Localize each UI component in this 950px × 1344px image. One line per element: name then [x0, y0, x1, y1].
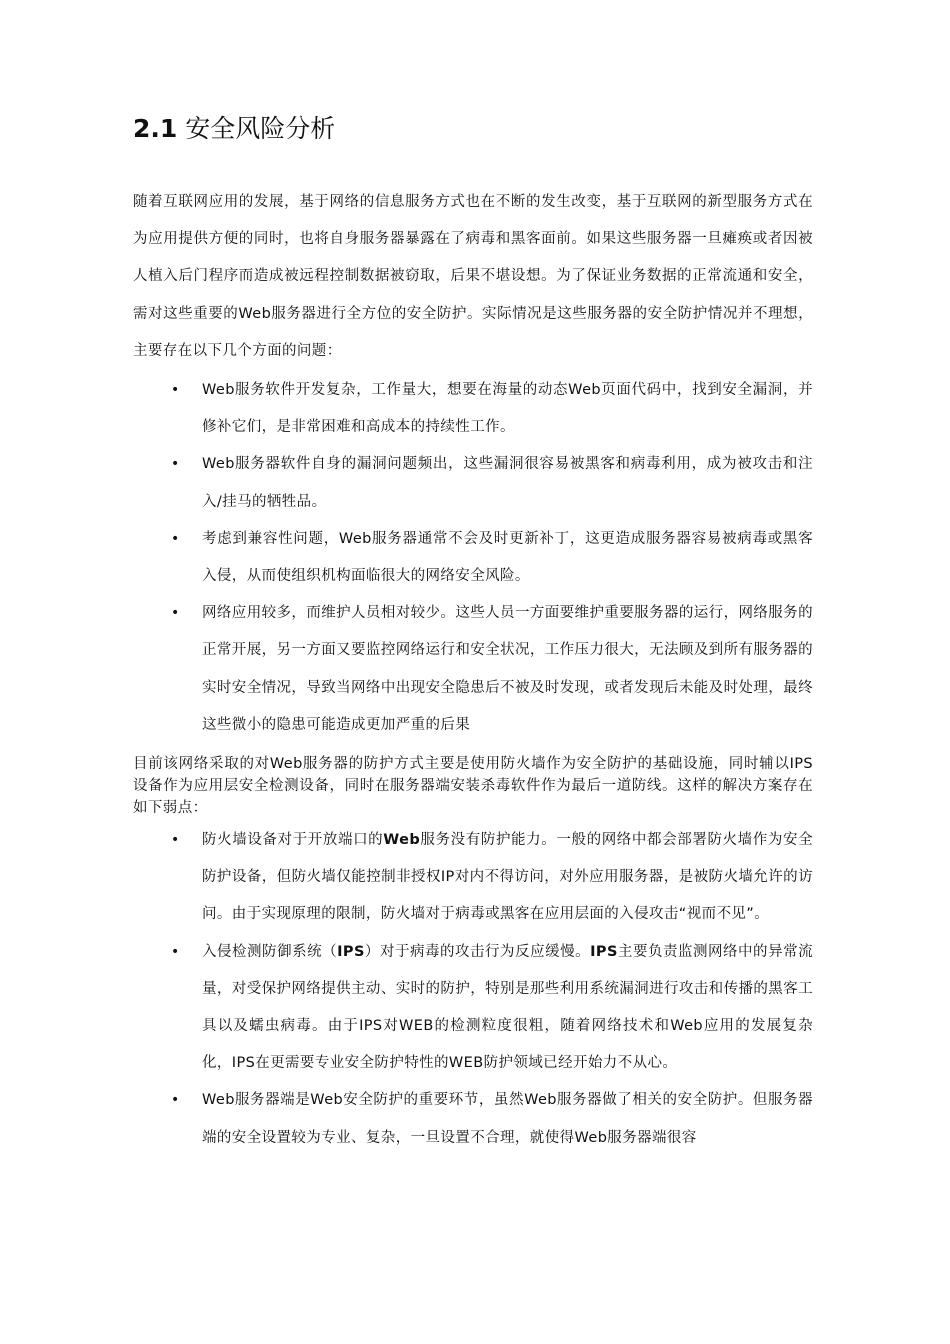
list-item — [133, 521, 813, 595]
list-item-text-mid: ）对于病毒的攻击行为反应缓慢。 — [364, 943, 591, 960]
bullet-icon: • — [171, 456, 180, 473]
list-item-bold: IPS — [337, 943, 365, 960]
bullet-icon: • — [171, 1092, 180, 1109]
list-item-text: 考虑到兼容性问题，Web服务器通常不会及时更新补丁，这更造成服务器容易被病毒或黑客入侵，从而使组织机构面临很大的网络安全风险。 — [202, 530, 813, 585]
list-item-bold: IPS — [590, 943, 618, 960]
section-number: 2.1 — [133, 114, 178, 143]
list-item-text-post: 服务没有防护能力。一般的网络中都会部署防火墙作为安全防护设备，但防火墙仅能控制非授权IP对内不得访问，对外应用服务器，是被防火墙允许的访问。由于实现原理的限制，防火墙对于病毒或黑客在应用层面的入侵攻击“视而不见”。 — [202, 832, 813, 923]
current-approach-paragraph: 目前该网络采取的对Web服务器的防护方式主要是使用防火墙作为安全防护的基础设施，同时辅以IPS设备作为应用层安全检测设备，同时在服务器端安装杀毒软件作为最后一道防线。这样的解决方案存在如下弱点： — [133, 756, 813, 816]
list-item — [133, 595, 813, 744]
weaknesses-list — [133, 822, 813, 1157]
list-item-text-pre: 入侵检测防御系统（ — [202, 943, 338, 960]
list-item — [133, 372, 813, 446]
bullet-icon: • — [171, 382, 180, 398]
section-heading — [133, 112, 335, 146]
list-item — [133, 1082, 813, 1156]
intro-paragraph: 随着互联网应用的发展，基于网络的信息服务方式也在不断的发生改变，基于互联网的新型服务方式在为应用提供方便的同时，也将自身服务器暴露在了病毒和黑客面前。如果这些服务器一旦瘫痪或者因被人植入后门程序而造成被远程控制数据被窃取，后果不堪设想。为了保证业务数据的正常流通和安全，需对这些重要的Web服务器进行全方位的安全防护。实际情况是这些服务器的安全防护情况并不理想，主要存在以下几个方面的问题： — [133, 194, 813, 359]
bullet-icon: • — [171, 832, 180, 848]
section-title: 安全风险分析 — [185, 114, 336, 143]
list-item-text-post: 主要负责监测网络中的异常流量，对受保护网络提供主动、实时的防护，特别是那些利用系统漏洞进行攻击和传播的黑客工具以及蠕虫病毒。由于IPS对WEB的检测粒度很粗，随着网络技术和Web应用的发展复杂化，IPS在更需要专业安全防护特性的WEB防护领域已经开始力不从心。 — [202, 943, 813, 1072]
list-item-text-pre: 防火墙设备对于开放端口的 — [202, 832, 384, 848]
list-item-bold: Web — [383, 832, 421, 848]
bullet-icon: • — [171, 605, 180, 622]
bullet-icon: • — [171, 943, 180, 960]
list-item-text: Web服务软件开发复杂，工作量大，想要在海量的动态Web页面代码中，找到安全漏洞，并修补它们，是非常困难和高成本的持续性工作。 — [202, 382, 813, 436]
list-item — [133, 934, 813, 1083]
list-item — [133, 446, 813, 520]
issues-list — [133, 372, 813, 744]
bullet-icon: • — [171, 530, 180, 547]
list-item-text: 网络应用较多，而维护人员相对较少。这些人员一方面要维护重要服务器的运行，网络服务的正常开展，另一方面又要监控网络运行和安全状况，工作压力很大，无法顾及到所有服务器的实时安全情况，导致当网络中出现安全隐患后不被及时发现，或者发现后未能及时处理，最终这些微小的隐患可能造成更加严重的后果 — [202, 605, 813, 733]
list-item-text-pre: Web服务器端是Web安全防护的重要环节，虽然Web服务器做了相关的安全防护。但服务器端的安全设置较为专业、复杂，一旦设置不合理，就使得Web服务器端很容 — [202, 1092, 813, 1146]
list-item — [133, 822, 813, 934]
list-item-text: Web服务器软件自身的漏洞问题频出，这些漏洞很容易被黑客和病毒利用，成为被攻击和注入/挂马的牺牲品。 — [202, 456, 813, 510]
